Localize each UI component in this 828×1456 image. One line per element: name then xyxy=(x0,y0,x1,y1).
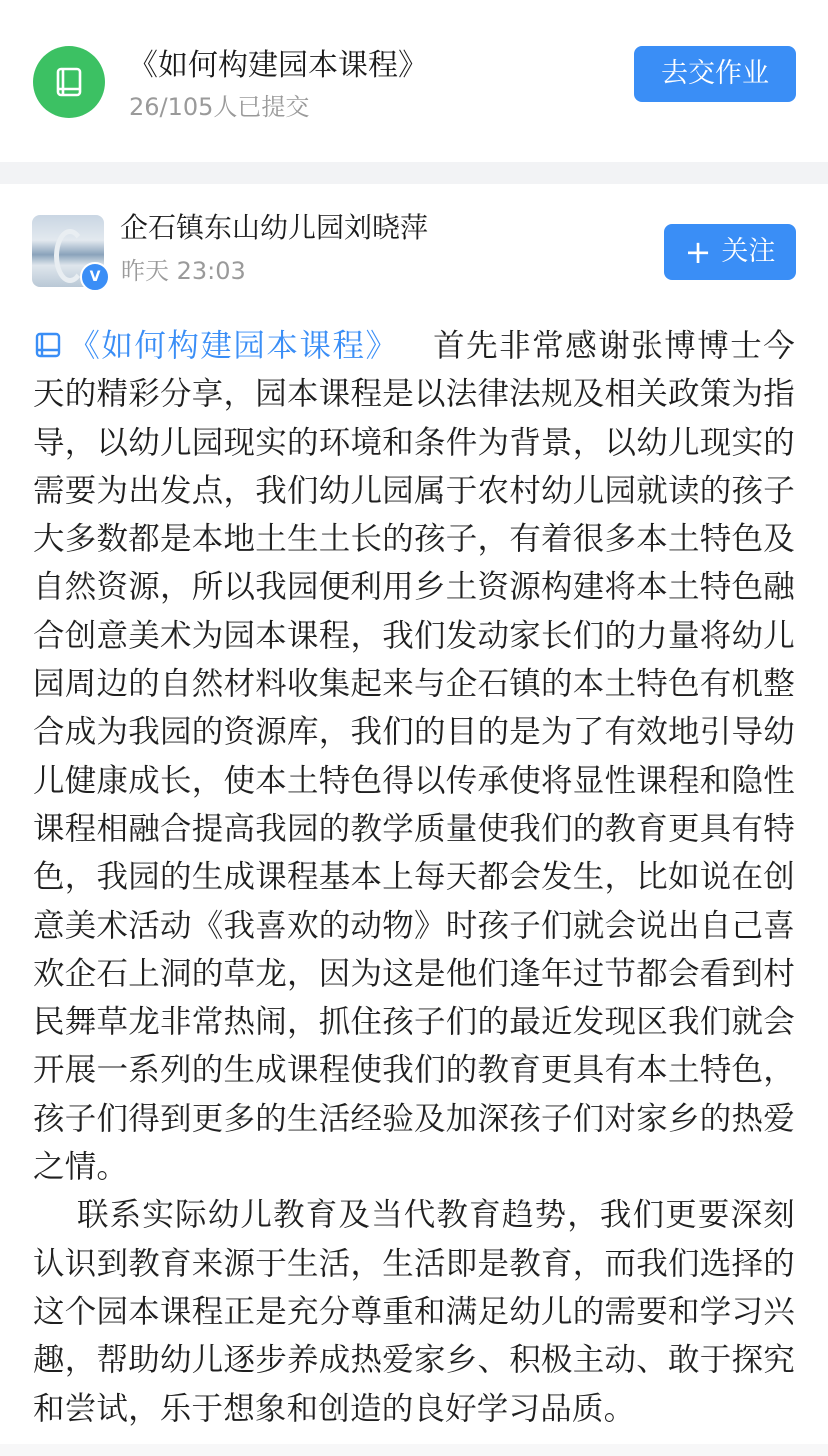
homework-card xyxy=(0,0,828,162)
paragraph-2: 联系实际幼儿教育及当代教育趋势，我们更要深刻认识到教育来源于生活，生活即是教育，而我们选择的这个园本课程正是充分尊重和满足幼儿的需要和学习兴趣，帮助幼儿逐步养成热爱家乡、积极主动、敢于探究和尝试，乐于想象和创造的良好学习品质。 xyxy=(33,1197,795,1427)
section-divider xyxy=(0,162,828,184)
paragraph-1-text: 首先非常感谢张博博士今天的精彩分享，园本课程是以法律法规及相关政策为指导，以幼儿园现实的环境和条件为背景，以幼儿现实的需要为出发点，我们幼儿园属于农村幼儿园就读的孩子大多数都是本地土生土长的孩子，有着很多本土特色及自然资源，所以我园便利用乡土资源构建将本土特色融合创意美术为园本课程，我们发动家长们的力量将幼儿园周边的自然材料收集起来与企石镇的本土特色有机整合成为我园的资源库，我们的目的是为了有效地引导幼儿健康成长，使本土特色得以传承使将显性课程和隐性课程相融合提高我园的教学质量使我们的教育更具有特色，我园的生成课程基本上每天都会发生，比如说在创意美术活动《我喜欢的动物》时孩子们就会说出自己喜欢企石上洞的草龙，因为这是他们逢年过节都会看到村民舞草龙非常热闹，抓住孩子们的最近发现区我们就会开展一系列的生成课程使我们的教育更具有本土特色，孩子们得到更多的生活经验及加深孩子们对家乡的热爱之情。 xyxy=(33,328,796,1186)
book-icon xyxy=(33,46,105,118)
follow-button[interactable] xyxy=(664,224,796,280)
follow-label: 关注 xyxy=(721,236,776,267)
course-link-label: 《如何构建园本课程》 xyxy=(67,328,399,364)
submit-homework-button[interactable]: 去交作业 xyxy=(634,46,796,102)
author-name[interactable]: 企石镇东山幼儿园刘晓萍 xyxy=(120,211,429,244)
course-link[interactable] xyxy=(33,328,399,364)
submit-count: 26/105人已提交 xyxy=(129,93,310,121)
verified-icon: V xyxy=(80,262,110,292)
course-title: 《如何构建园本课程》 xyxy=(128,48,428,83)
paragraph-1 xyxy=(33,322,795,1191)
bottom-divider xyxy=(0,1444,828,1456)
book-link-icon xyxy=(33,330,63,360)
plus-icon: + xyxy=(684,233,712,271)
post-time: 昨天 23:03 xyxy=(121,257,246,285)
post-body xyxy=(33,322,795,1433)
